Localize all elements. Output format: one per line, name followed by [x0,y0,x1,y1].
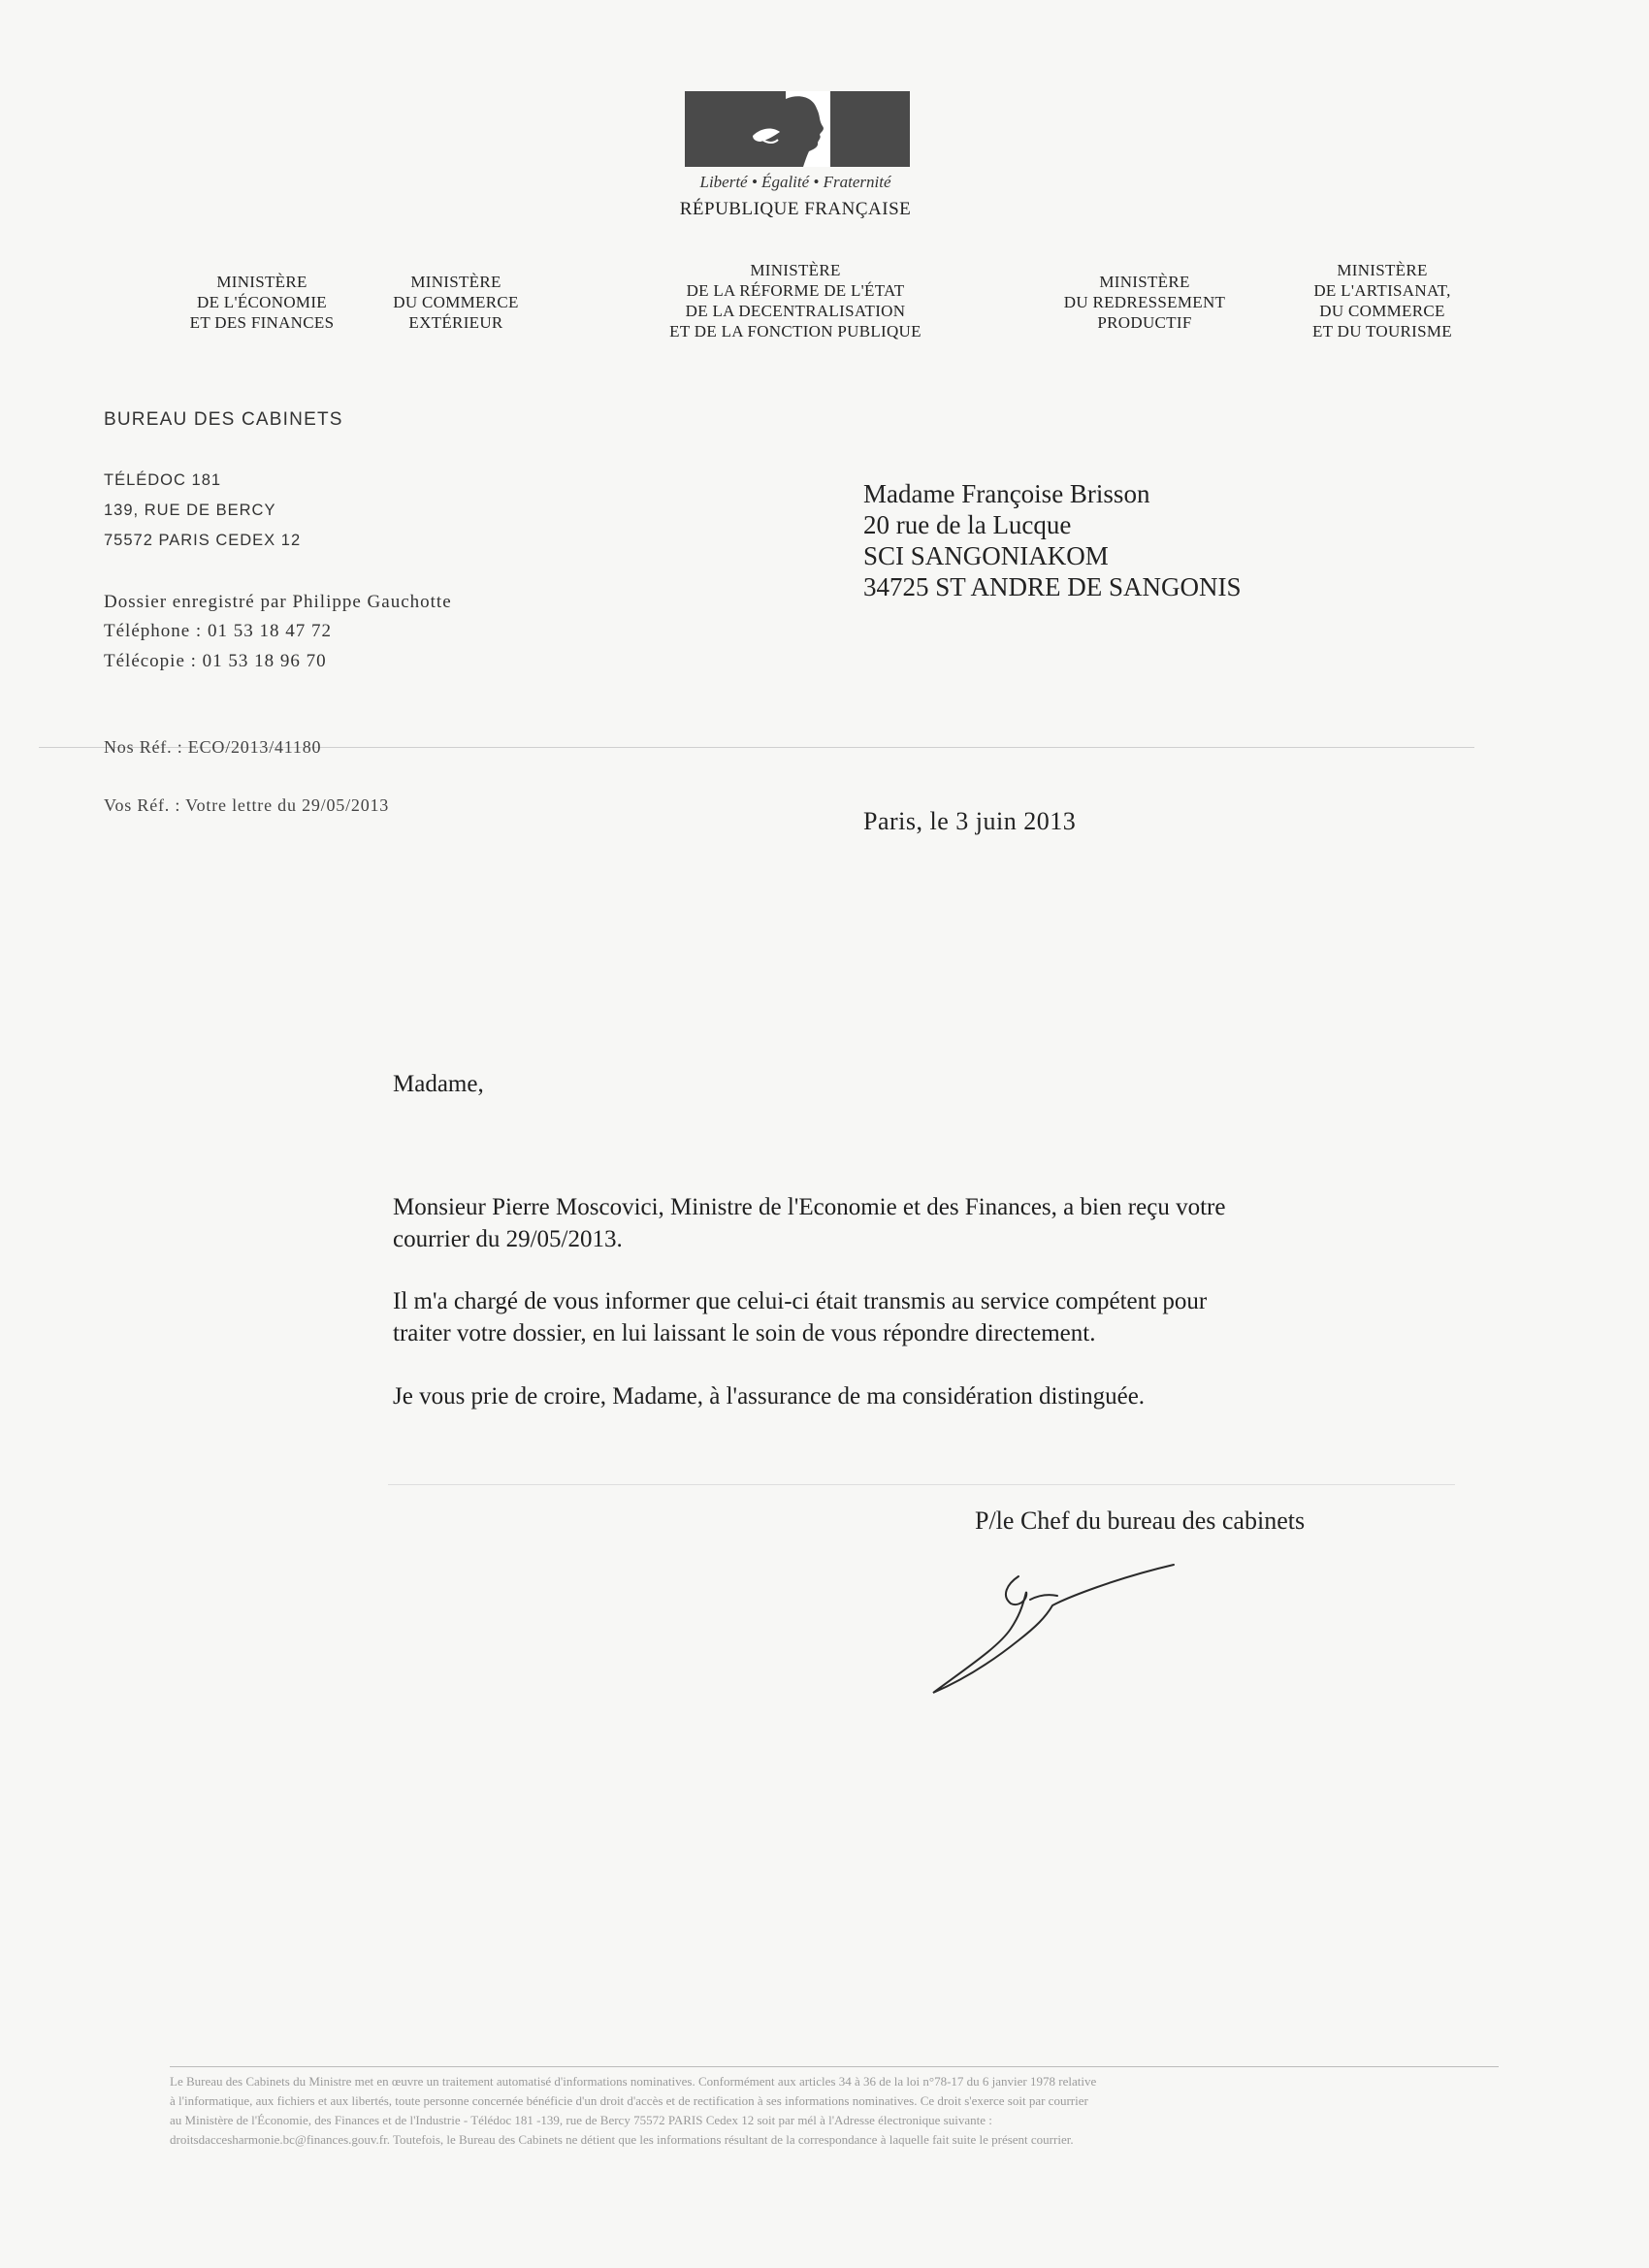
ministry-economie: MINISTÈRE DE L'ÉCONOMIE ET DES FINANCES [189,273,335,332]
bureau-title: BUREAU DES CABINETS [104,409,343,430]
dossier-handler: Dossier enregistré par Philippe Gauchotte [104,592,452,612]
marianne-logo [685,91,910,167]
paragraph-2-line-2: traiter votre dossier, en lui laissant le soin de vous répondre directement. [393,1320,1096,1346]
ministry-reforme-etat: MINISTÈRE DE LA RÉFORME DE L'ÉTAT DE LA DECENTRALISATION ET DE LA FONCTION PUBLIQUE [669,261,922,340]
marianne-profile-icon [685,91,910,167]
recipient-city: 34725 ST ANDRE DE SANGONIS [863,572,1242,601]
footer-line: au Ministère de l'Économie, des Finances et de l'Industrie - Télédoc 181 -139, rue de Bercy 75572 PARIS Cedex 12 soit par mél à l'Adresse électronique suivante : [170,2113,992,2127]
recipient-name: Madame Françoise Brisson [863,479,1150,508]
handwritten-signature [922,1557,1193,1707]
closing-paragraph: Je vous prie de croire, Madame, à l'assurance de ma considération distinguée. [393,1383,1146,1409]
sender-address-line: TÉLÉDOC 181 [104,471,222,489]
fold-line [388,1484,1455,1485]
recipient-street: 20 rue de la Lucque [863,510,1072,539]
footer-line: Le Bureau des Cabinets du Ministre met en œuvre un traitement automatisé d'informations nominatives. Conformément aux articles 34 à 36 de la loi n°78-17 du 6 janvier 1978 relative [170,2074,1097,2089]
ministry-commerce-exterieur: MINISTÈRE DU COMMERCE EXTÉRIEUR [393,273,519,332]
paragraph-1-line-2: courrier du 29/05/2013. [393,1226,623,1252]
salutation: Madame, [393,1071,484,1097]
ministry-redressement-productif: MINISTÈRE DU REDRESSEMENT PRODUCTIF [1063,273,1226,332]
sender-address-line: 139, RUE DE BERCY [104,502,276,519]
footer-rule [170,2066,1499,2067]
republic-title: RÉPUBLIQUE FRANÇAISE [679,199,912,219]
sender-address-line: 75572 PARIS CEDEX 12 [104,532,302,549]
nos-reference: Nos Réf. : ECO/2013/41180 [104,737,322,757]
sender-telecopie: Télécopie : 01 53 18 96 70 [104,651,327,671]
legal-footer [170,2072,1499,2150]
sender-telephone: Téléphone : 01 53 18 47 72 [104,621,332,641]
vos-reference: Vos Réf. : Votre lettre du 29/05/2013 [104,795,390,815]
signer-title: P/le Chef du bureau des cabinets [975,1507,1306,1535]
ministry-artisanat: MINISTÈRE DE L'ARTISANAT, DU COMMERCE ET DU TOURISME [1312,261,1452,340]
paragraph-1-line-1: Monsieur Pierre Moscovici, Ministre de l'Economie et des Finances, a bien reçu votre [393,1194,1226,1220]
republic-motto: Liberté • Égalité • Fraternité [699,173,891,191]
recipient-company: SCI SANGONIAKOM [863,541,1109,570]
letter-date: Paris, le 3 juin 2013 [863,807,1077,835]
footer-line: à l'informatique, aux fichiers et aux libertés, toute personne concernée bénéficie d'un droit d'accès et de rectification à ses informations nominatives. Ce droit s'exerce soit par courrier [170,2093,1088,2108]
footer-line: droitsdaccesharmonie.bc@finances.gouv.fr. Toutefois, le Bureau des Cabinets ne détient que les informations résultant de la correspondance à laquelle fait suite le présent courrier. [170,2132,1074,2147]
paragraph-2-line-1: Il m'a chargé de vous informer que celui-ci était transmis au service compétent pour [393,1288,1208,1314]
